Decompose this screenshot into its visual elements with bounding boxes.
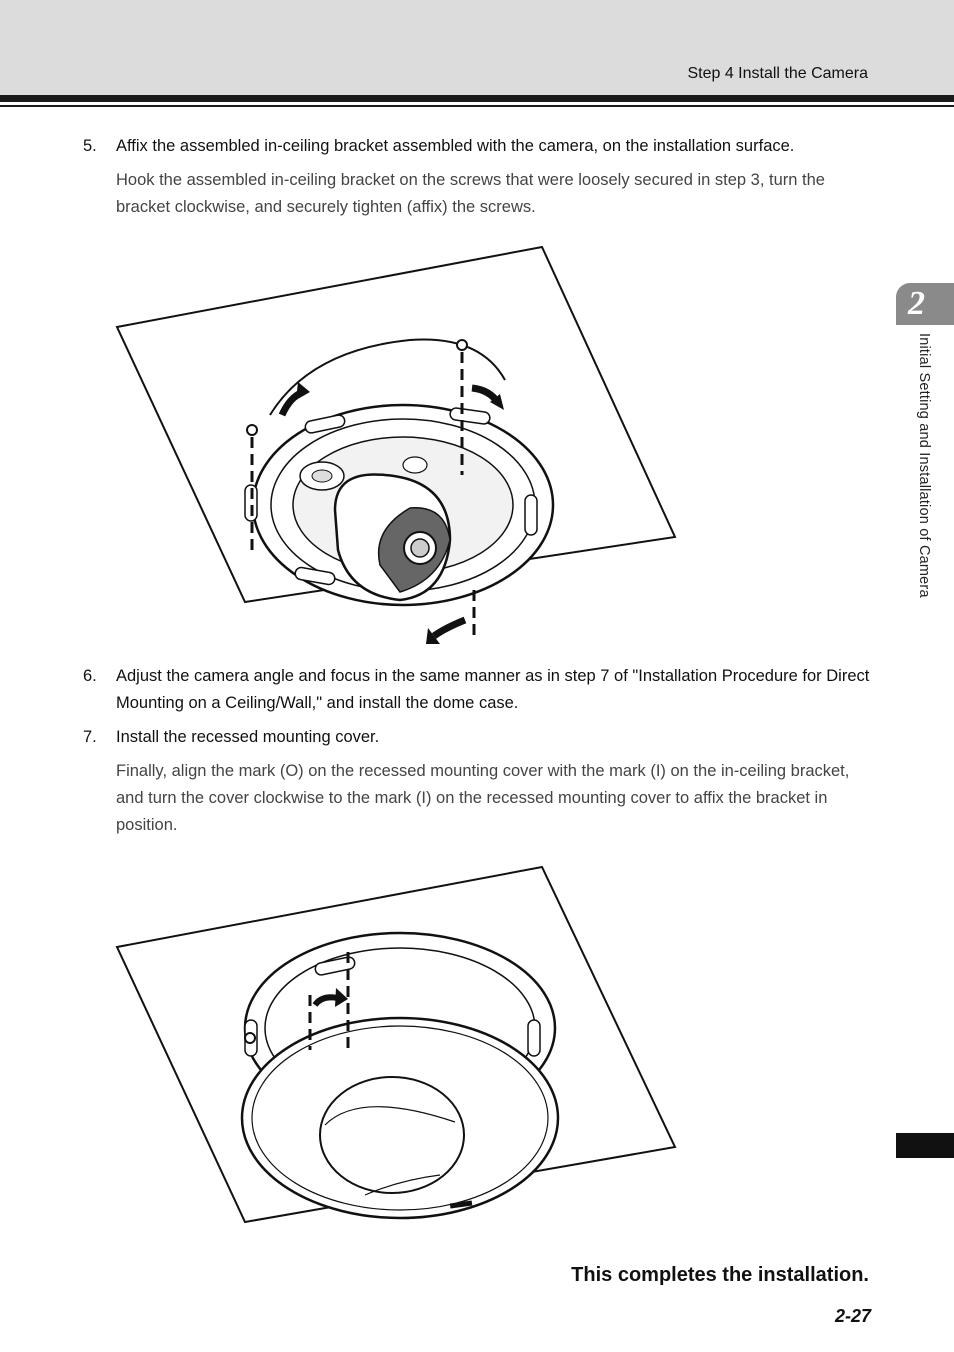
bracket-installation-illustration <box>110 240 690 655</box>
page-number: 2-27 <box>834 1306 871 1326</box>
step-5-note: Hook the assembled in-ceiling bracket on the screws that were loosely secured in step 3, turn the bracket clockwise, and securely tighten (affix) the screws. <box>116 171 825 216</box>
mounting-cover-illustration <box>110 860 690 1230</box>
step-5-text: Affix the assembled in-ceiling bracket assembled with the camera, on the installation surface. <box>116 137 795 155</box>
step-6-text: Adjust the camera angle and focus in the same manner as in step 7 of "Installation Procedure for Direct Mounting on a Ceiling/Wall," and install the dome case. <box>116 667 870 712</box>
side-marker-block <box>896 1133 954 1158</box>
step-6-number: 6. <box>83 667 97 685</box>
step-7-note: Finally, align the mark (O) on the recessed mounting cover with the mark (I) on the in-ceiling bracket, and turn the cover clockwise to the mark (I) on the recessed mounting cover to affix the bracket in position. <box>116 762 850 834</box>
completion-message: This completes the installation. <box>571 1264 869 1286</box>
page-header-title: Step 4 Install the Camera <box>687 65 868 82</box>
step-7-text: Install the recessed mounting cover. <box>116 728 380 746</box>
chapter-tab <box>896 283 954 325</box>
header-rule-thick <box>0 95 954 102</box>
chapter-side-label: Initial Setting and Installation of Camera <box>916 333 932 598</box>
step-6 <box>83 663 873 717</box>
step-7-number: 7. <box>83 728 97 746</box>
chapter-number: 2 <box>908 285 925 322</box>
step-5 <box>83 133 873 160</box>
step-5-number: 5. <box>83 137 97 155</box>
step-7 <box>83 724 873 751</box>
header-rule-thin <box>0 105 954 107</box>
